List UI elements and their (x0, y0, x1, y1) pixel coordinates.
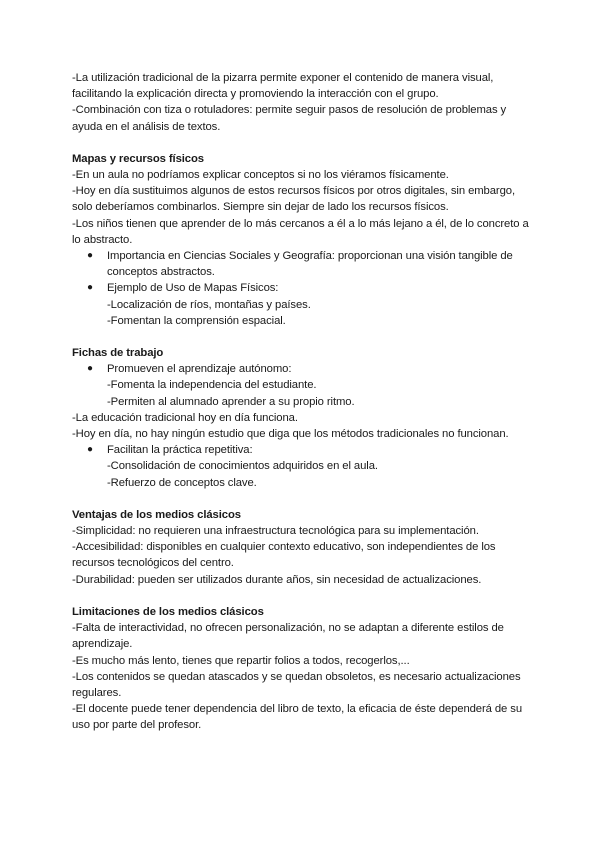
mapas-paragraph-1: -En un aula no podríamos explicar conceptos si no los viéramos físicamente. (72, 169, 449, 182)
section-heading-fichas: Fichas de trabajo (72, 347, 164, 360)
limitaciones-paragraph-2: -Es mucho más lento, tienes que repartir folios a todos, recogerlos,... (72, 654, 410, 667)
document-page (72, 70, 534, 734)
list-item-text: Facilitan la práctica repetitiva: (107, 444, 253, 457)
bullet-icon: ● (87, 363, 93, 375)
list-item-text: Promueven el aprendizaje autónomo: (107, 363, 292, 376)
sub-item: -Refuerzo de conceptos clave. (107, 476, 257, 489)
intro-paragraph-2: -Combinación con tiza o rotuladores: permite seguir pasos de resolución de problemas y ayuda en el análisis de textos. (72, 104, 507, 133)
section-heading-limitaciones: Limitaciones de los medios clásicos (72, 605, 264, 618)
ventajas-paragraph-2: -Accesibilidad: disponibles en cualquier contexto educativo, son independientes de los recursos tecnológicos del centro. (72, 541, 496, 570)
bullet-icon: ● (87, 250, 93, 262)
list-item (72, 248, 534, 280)
sub-item: -Permiten al alumnado aprender a su propio ritmo. (107, 395, 355, 408)
sub-item: -Consolidación de conocimientos adquiridos en el aula. (107, 460, 378, 473)
mapas-paragraph-2: -Hoy en día sustituimos algunos de estos recursos físicos por otros digitales, sin embargo, solo deberíamos combinarlos. Siempre sin dejar de lado los recursos físicos. (72, 185, 515, 214)
fichas-paragraph-2: -Hoy en día, no hay ningún estudio que diga que los métodos tradicionales no funcionan. (72, 428, 509, 441)
limitaciones-paragraph-3: -Los contenidos se quedan atascados y se quedan obsoletos, es necesario actualizaciones regulares. (72, 670, 521, 699)
sub-item: -Fomenta la independencia del estudiante. (107, 379, 317, 392)
list-item-text: Importancia en Ciencias Sociales y Geografía: proporcionan una visión tangible de conceptos abstractos. (107, 250, 513, 279)
list-item-text: Ejemplo de Uso de Mapas Físicos: (107, 282, 279, 295)
bullet-icon: ● (87, 282, 93, 294)
limitaciones-paragraph-4: -El docente puede tener dependencia del libro de texto, la eficacia de éste dependerá de su uso por parte del profesor. (72, 703, 523, 732)
ventajas-paragraph-1: -Simplicidad: no requieren una infraestructura tecnológica para su implementación. (72, 525, 479, 538)
bullet-icon: ● (87, 444, 93, 456)
intro-paragraph-1: -La utilización tradicional de la pizarra permite exponer el contenido de manera visual, facilitando la explicación directa y promoviendo la interacción con el grupo. (72, 72, 494, 101)
limitaciones-paragraph-1: -Falta de interactividad, no ofrecen personalización, no se adaptan a diferente estilos de aprendizaje. (72, 622, 504, 651)
list-item (72, 280, 534, 296)
fichas-paragraph-1: -La educación tradicional hoy en día funciona. (72, 411, 298, 424)
mapas-paragraph-3: -Los niños tienen que aprender de lo más cercanos a él a lo más lejano a él, de lo concreto a lo abstracto. (72, 217, 529, 246)
list-item (72, 361, 534, 377)
ventajas-paragraph-3: -Durabilidad: pueden ser utilizados durante años, sin necesidad de actualizaciones. (72, 573, 482, 586)
section-heading-ventajas: Ventajas de los medios clásicos (72, 508, 241, 521)
sub-item: -Fomentan la comprensión espacial. (107, 314, 286, 327)
list-item (72, 442, 534, 458)
sub-item: -Localización de ríos, montañas y países. (107, 298, 311, 311)
section-heading-mapas: Mapas y recursos físicos (72, 152, 204, 165)
